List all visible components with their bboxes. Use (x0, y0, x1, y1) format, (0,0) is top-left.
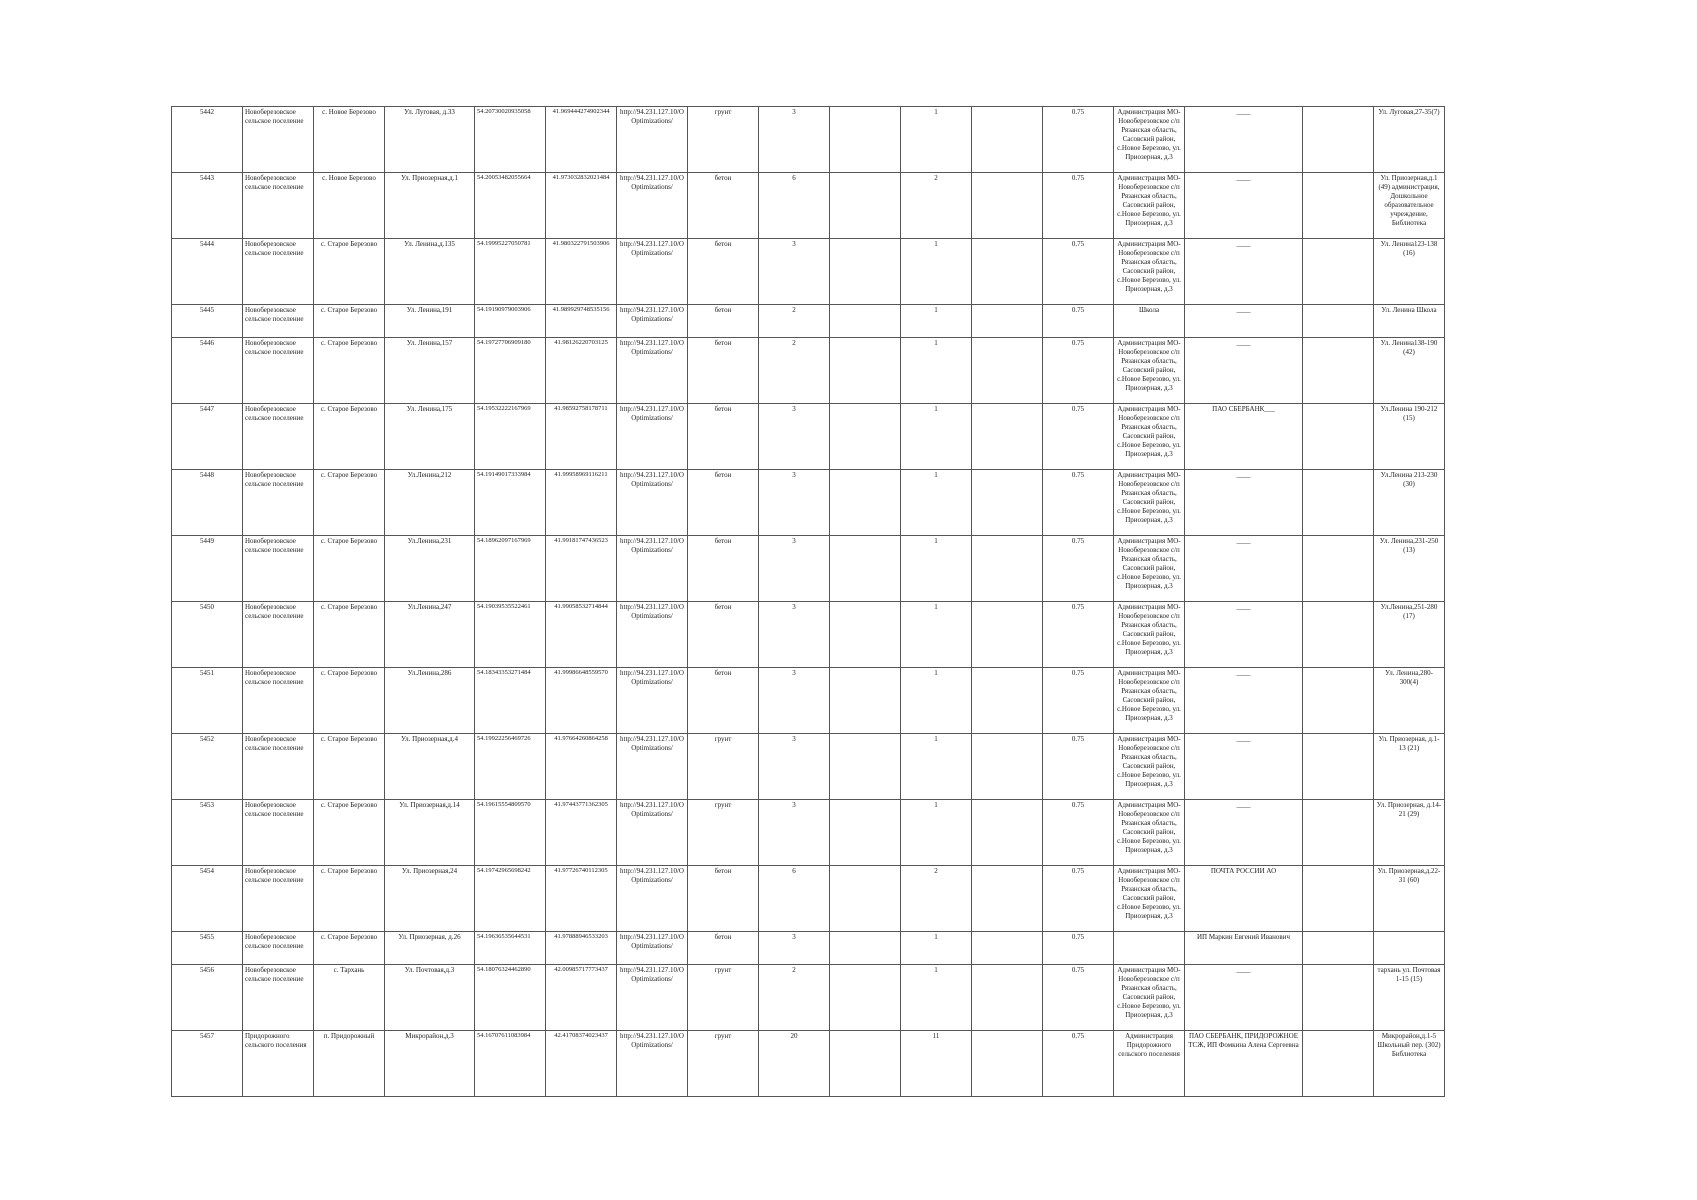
containers-count-cell: 1 (901, 965, 972, 1031)
table-row (172, 404, 1542, 470)
empty-cell (972, 536, 1043, 602)
longitude-cell: 41.99986648559570 (546, 668, 617, 734)
record-number: 5442 (172, 107, 243, 173)
area-cell: 3 (759, 404, 830, 470)
empty-cell (1303, 1031, 1374, 1097)
address-cell: Ул. Луговая, д.33 (385, 107, 475, 173)
empty-cell (972, 965, 1043, 1031)
latitude-cell: 54.19995227050781 (475, 239, 546, 305)
surface-cell: грунт (688, 800, 759, 866)
empty-cell (1303, 305, 1374, 338)
empty-cell (830, 107, 901, 173)
longitude-cell: 41.97664260864258 (546, 734, 617, 800)
record-number: 5450 (172, 602, 243, 668)
empty-cell (830, 173, 901, 239)
organization-cell: ПОЧТА РОССИИ АО (1185, 866, 1303, 932)
organization-cell: ИП Маркин Евгений Иванович (1185, 932, 1303, 965)
map-link-cell[interactable]: http://94.231.127.10/OOptimizations/ (617, 668, 688, 734)
record-number: 5457 (172, 1031, 243, 1097)
empty-cell (972, 602, 1043, 668)
empty-cell (830, 602, 901, 668)
village-cell: с. Старое Березово (314, 404, 385, 470)
address-cell: Микрорайон,д.3 (385, 1031, 475, 1097)
containers-count-cell: 2 (901, 866, 972, 932)
empty-cell (830, 932, 901, 965)
latitude-cell: 54.18962097167969 (475, 536, 546, 602)
settlement-cell: Новоберезовское сельское поселение (243, 107, 314, 173)
organization-cell: ____ (1185, 107, 1303, 173)
organization-cell: ____ (1185, 602, 1303, 668)
table-body (172, 107, 1542, 1097)
table-row (172, 965, 1542, 1031)
owner-cell: Администрация МО-Новоберезовское с/п Рязанская область, Сасовский район, с.Новое Березово, ул. Приозерная, д.3 (1114, 239, 1185, 305)
latitude-cell: 54.18343353271484 (475, 668, 546, 734)
container-volume-cell: 0.75 (1043, 305, 1114, 338)
address-cell: Ул.Ленина,247 (385, 602, 475, 668)
map-link-cell[interactable]: http://94.231.127.10/OOptimizations/ (617, 404, 688, 470)
surface-cell: грунт (688, 734, 759, 800)
surface-cell: бетон (688, 239, 759, 305)
served-addresses-cell: Ул. Ленина123-138 (16) (1374, 239, 1445, 305)
latitude-cell: 54.19039535522461 (475, 602, 546, 668)
surface-cell: бетон (688, 338, 759, 404)
empty-cell (1303, 536, 1374, 602)
empty-cell (972, 107, 1043, 173)
containers-count-cell: 1 (901, 470, 972, 536)
organization-cell: ____ (1185, 668, 1303, 734)
surface-cell: бетон (688, 668, 759, 734)
table-row (172, 239, 1542, 305)
table-row (172, 338, 1542, 404)
organization-cell: ПАО СБЕРБАНК, ПРИДОРОЖНОЕ ТСЖ, ИП Фомкина Алена Сергеевна (1185, 1031, 1303, 1097)
table-row (172, 734, 1542, 800)
empty-cell (830, 239, 901, 305)
containers-count-cell: 1 (901, 107, 972, 173)
served-addresses-cell (1374, 932, 1445, 965)
village-cell: с. Новое Березово (314, 173, 385, 239)
address-cell: Ул. Приозерная, д.26 (385, 932, 475, 965)
containers-count-cell: 1 (901, 536, 972, 602)
organization-cell: ____ (1185, 470, 1303, 536)
village-cell: с. Старое Березово (314, 338, 385, 404)
served-addresses-cell: Ул. Приозерная, д.14-21 (29) (1374, 800, 1445, 866)
owner-cell: Администрация МО-Новоберезовское с/п Рязанская область, Сасовский район, с.Новое Березово, ул. Приозерная, д.3 (1114, 107, 1185, 173)
map-link-cell[interactable]: http://94.231.127.10/OOptimizations/ (617, 800, 688, 866)
owner-cell: Школа (1114, 305, 1185, 338)
village-cell: с. Старое Березово (314, 470, 385, 536)
area-cell: 2 (759, 338, 830, 404)
empty-cell (1303, 239, 1374, 305)
owner-cell: Администрация МО-Новоберезовское с/п Рязанская область, Сасовский район, с.Новое Березово, ул. Приозерная, д.3 (1114, 734, 1185, 800)
empty-cell (1303, 107, 1374, 173)
empty-cell (1303, 338, 1374, 404)
owner-cell: Администрация МО-Новоберезовское с/п Рязанская область, Сасовский район, с.Новое Березово, ул. Приозерная, д.3 (1114, 536, 1185, 602)
longitude-cell: 41.97888946533203 (546, 932, 617, 965)
settlement-cell: Новоберезовское сельское поселение (243, 734, 314, 800)
address-cell: Ул. Приозерная,24 (385, 866, 475, 932)
settlement-cell: Новоберезовское сельское поселение (243, 470, 314, 536)
latitude-cell: 54.16707611083984 (475, 1031, 546, 1097)
empty-cell (830, 305, 901, 338)
map-link-cell[interactable]: http://94.231.127.10/OOptimizations/ (617, 734, 688, 800)
record-number: 5453 (172, 800, 243, 866)
served-addresses-cell: Ул. Ленина,280-300(4) (1374, 668, 1445, 734)
longitude-cell: 41.989929748535156 (546, 305, 617, 338)
empty-cell (830, 800, 901, 866)
village-cell: с. Старое Березово (314, 668, 385, 734)
record-number: 5452 (172, 734, 243, 800)
empty-cell (830, 470, 901, 536)
area-cell: 3 (759, 107, 830, 173)
record-number: 5449 (172, 536, 243, 602)
record-number: 5455 (172, 932, 243, 965)
empty-cell (972, 305, 1043, 338)
surface-cell: бетон (688, 305, 759, 338)
latitude-cell: 54.18076324462890 (475, 965, 546, 1031)
container-volume-cell: 0.75 (1043, 107, 1114, 173)
container-volume-cell: 0.75 (1043, 404, 1114, 470)
served-addresses-cell: Микрорайон,д.1-5 Школьный пер. (302) Библиотека (1374, 1031, 1445, 1097)
empty-cell (1303, 668, 1374, 734)
organization-cell: ____ (1185, 239, 1303, 305)
area-cell: 2 (759, 305, 830, 338)
latitude-cell: 54.19190979003906 (475, 305, 546, 338)
empty-cell (1303, 602, 1374, 668)
served-addresses-cell: Ул. Приозерная,д.1 (49) администрация, Дошкольное образовательное учреждение, Библиотека (1374, 173, 1445, 239)
latitude-cell: 54.19727706909180 (475, 338, 546, 404)
table-row (172, 668, 1542, 734)
latitude-cell: 54.19532222167969 (475, 404, 546, 470)
address-cell: Ул. Приозерная,д.4 (385, 734, 475, 800)
area-cell: 3 (759, 932, 830, 965)
latitude-cell: 54.20730020935058 (475, 107, 546, 173)
record-number: 5445 (172, 305, 243, 338)
address-cell: Ул. Приозерная,д.1 (385, 173, 475, 239)
village-cell: с. Старое Березово (314, 239, 385, 305)
settlement-cell: Новоберезовское сельское поселение (243, 866, 314, 932)
empty-cell (830, 668, 901, 734)
owner-cell: Администрация Придорожного сельского поселения (1114, 1031, 1185, 1097)
settlement-cell: Новоберезовское сельское поселение (243, 338, 314, 404)
village-cell: с. Старое Березово (314, 734, 385, 800)
longitude-cell: 42.41708374023437 (546, 1031, 617, 1097)
empty-cell (1303, 800, 1374, 866)
empty-cell (972, 734, 1043, 800)
table-row (172, 470, 1542, 536)
surface-cell: грунт (688, 965, 759, 1031)
settlement-cell: Новоберезовское сельское поселение (243, 404, 314, 470)
organization-cell: ПАО СБЕРБАНК___ (1185, 404, 1303, 470)
settlement-cell: Новоберезовское сельское поселение (243, 965, 314, 1031)
container-volume-cell: 0.75 (1043, 734, 1114, 800)
map-link-cell[interactable]: http://94.231.127.10/OOptimizations/ (617, 305, 688, 338)
owner-cell: Администрация МО-Новоберезовское с/п Рязанская область, Сасовский район, с.Новое Березово, ул. Приозерная, д.3 (1114, 866, 1185, 932)
organization-cell: ____ (1185, 965, 1303, 1031)
area-cell: 6 (759, 173, 830, 239)
area-cell: 20 (759, 1031, 830, 1097)
longitude-cell: 41.98592758178711 (546, 404, 617, 470)
village-cell: с. Старое Березово (314, 305, 385, 338)
container-volume-cell: 0.75 (1043, 668, 1114, 734)
empty-cell (1303, 173, 1374, 239)
longitude-cell: 42.00985717773437 (546, 965, 617, 1031)
village-cell: с. Старое Березово (314, 866, 385, 932)
empty-cell (1303, 404, 1374, 470)
longitude-cell: 41.97726740112305 (546, 866, 617, 932)
village-cell: с. Старое Березово (314, 932, 385, 965)
area-cell: 3 (759, 536, 830, 602)
served-addresses-cell: Ул. Луговая,27-35(7) (1374, 107, 1445, 173)
table-row (172, 536, 1542, 602)
area-cell: 3 (759, 470, 830, 536)
record-number: 5451 (172, 668, 243, 734)
empty-cell (830, 734, 901, 800)
owner-cell: Администрация МО-Новоберезовское с/п Рязанская область, Сасовский район, с.Новое Березово, ул. Приозерная, д.3 (1114, 470, 1185, 536)
served-addresses-cell: Ул. Ленина,231-250 (13) (1374, 536, 1445, 602)
record-number: 5448 (172, 470, 243, 536)
address-cell: Ул.Ленина,231 (385, 536, 475, 602)
map-link-cell[interactable]: http://94.231.127.10/OOptimizations/ (617, 338, 688, 404)
map-link-cell[interactable]: http://94.231.127.10/OOptimizations/ (617, 239, 688, 305)
address-cell: Ул.Ленина,286 (385, 668, 475, 734)
address-cell: Ул. Ленина,191 (385, 305, 475, 338)
record-number: 5454 (172, 866, 243, 932)
containers-count-cell: 11 (901, 1031, 972, 1097)
table-row (172, 866, 1542, 932)
owner-cell: Администрация МО-Новоберезовское с/п Рязанская область, Сасовский район, с.Новое Березово, ул. Приозерная, д.3 (1114, 668, 1185, 734)
longitude-cell: 41.97443771362305 (546, 800, 617, 866)
containers-count-cell: 2 (901, 173, 972, 239)
map-link-cell[interactable]: http://94.231.127.10/OOptimizations/ (617, 173, 688, 239)
address-cell: Ул.Ленина,212 (385, 470, 475, 536)
organization-cell: ____ (1185, 536, 1303, 602)
area-cell: 6 (759, 866, 830, 932)
served-addresses-cell: Ул. Ленина Школа (1374, 305, 1445, 338)
empty-cell (972, 1031, 1043, 1097)
settlement-cell: Придорожного сельского поселения (243, 1031, 314, 1097)
latitude-cell: 54.19742965698242 (475, 866, 546, 932)
empty-cell (1303, 866, 1374, 932)
containers-count-cell: 1 (901, 668, 972, 734)
empty-cell (972, 800, 1043, 866)
area-cell: 2 (759, 965, 830, 1031)
settlement-cell: Новоберезовское сельское поселение (243, 932, 314, 965)
latitude-cell: 54.20053482055664 (475, 173, 546, 239)
map-link-cell[interactable]: http://94.231.127.10/OOptimizations/ (617, 602, 688, 668)
container-volume-cell: 0.75 (1043, 1031, 1114, 1097)
containers-count-cell: 1 (901, 239, 972, 305)
empty-cell (830, 404, 901, 470)
registry-table (171, 106, 1542, 1097)
surface-cell: бетон (688, 602, 759, 668)
map-link-cell[interactable]: http://94.231.127.10/OOptimizations/ (617, 1031, 688, 1097)
containers-count-cell: 1 (901, 734, 972, 800)
empty-cell (972, 338, 1043, 404)
settlement-cell: Новоберезовское сельское поселение (243, 668, 314, 734)
village-cell: с. Тархань (314, 965, 385, 1031)
organization-cell: ____ (1185, 338, 1303, 404)
owner-cell: Администрация МО-Новоберезовское с/п Рязанская область, Сасовский район, с.Новое Березово, ул. Приозерная, д.3 (1114, 404, 1185, 470)
map-link-cell[interactable]: http://94.231.127.10/OOptimizations/ (617, 866, 688, 932)
empty-cell (972, 173, 1043, 239)
surface-cell: грунт (688, 107, 759, 173)
latitude-cell: 54.19149017333984 (475, 470, 546, 536)
container-volume-cell: 0.75 (1043, 965, 1114, 1031)
owner-cell: Администрация МО-Новоберезовское с/п Рязанская область, Сасовский район, с.Новое Березово, ул. Приозерная, д.3 (1114, 173, 1185, 239)
area-cell: 3 (759, 239, 830, 305)
surface-cell: бетон (688, 470, 759, 536)
served-addresses-cell: Ул.Ленина 190-212 (15) (1374, 404, 1445, 470)
organization-cell: ____ (1185, 800, 1303, 866)
empty-cell (972, 470, 1043, 536)
settlement-cell: Новоберезовское сельское поселение (243, 602, 314, 668)
map-link-cell[interactable]: http://94.231.127.10/OOptimizations/ (617, 932, 688, 965)
served-addresses-cell: Ул.Ленина,251-280 (17) (1374, 602, 1445, 668)
map-link-cell[interactable]: http://94.231.127.10/OOptimizations/ (617, 107, 688, 173)
table-row (172, 602, 1542, 668)
containers-count-cell: 1 (901, 602, 972, 668)
containers-count-cell: 1 (901, 404, 972, 470)
surface-cell: бетон (688, 173, 759, 239)
area-cell: 3 (759, 800, 830, 866)
container-volume-cell: 0.75 (1043, 338, 1114, 404)
longitude-cell: 41.98126220703125 (546, 338, 617, 404)
served-addresses-cell: Ул. Приозерная, д.1-13 (21) (1374, 734, 1445, 800)
village-cell: с. Старое Березово (314, 800, 385, 866)
empty-cell (1303, 470, 1374, 536)
empty-cell (1303, 932, 1374, 965)
empty-cell (830, 965, 901, 1031)
container-volume-cell: 0.75 (1043, 866, 1114, 932)
empty-cell (1303, 965, 1374, 1031)
served-addresses-cell: тархань ул. Почтовая 1-15 (15) (1374, 965, 1445, 1031)
served-addresses-cell: Ул.Ленина 213-230 (30) (1374, 470, 1445, 536)
container-volume-cell: 0.75 (1043, 800, 1114, 866)
settlement-cell: Новоберезовское сельское поселение (243, 173, 314, 239)
container-volume-cell: 0.75 (1043, 470, 1114, 536)
table-row (172, 932, 1542, 965)
containers-count-cell: 1 (901, 800, 972, 866)
longitude-cell: 41.99181747436523 (546, 536, 617, 602)
longitude-cell: 41.980322791503906 (546, 239, 617, 305)
address-cell: Ул. Ленина,157 (385, 338, 475, 404)
served-addresses-cell: Ул. Приозерная,д.22-31 (60) (1374, 866, 1445, 932)
address-cell: Ул. Почтовая,д.3 (385, 965, 475, 1031)
organization-cell: ____ (1185, 305, 1303, 338)
empty-cell (972, 932, 1043, 965)
longitude-cell: 41.99058532714844 (546, 602, 617, 668)
organization-cell: ____ (1185, 173, 1303, 239)
owner-cell: Администрация МО-Новоберезовское с/п Рязанская область, Сасовский район, с.Новое Березово, ул. Приозерная, д.3 (1114, 800, 1185, 866)
container-volume-cell: 0.75 (1043, 602, 1114, 668)
table-row (172, 305, 1542, 338)
table-row (172, 107, 1542, 173)
containers-count-cell: 1 (901, 305, 972, 338)
village-cell: с. Новое Березово (314, 107, 385, 173)
container-volume-cell: 0.75 (1043, 536, 1114, 602)
settlement-cell: Новоберезовское сельское поселение (243, 239, 314, 305)
empty-cell (830, 866, 901, 932)
record-number: 5447 (172, 404, 243, 470)
table-row (172, 1031, 1542, 1097)
containers-count-cell: 1 (901, 338, 972, 404)
surface-cell: бетон (688, 866, 759, 932)
empty-cell (972, 404, 1043, 470)
address-cell: Ул. Приозерная,д.14 (385, 800, 475, 866)
village-cell: п. Придорожный (314, 1031, 385, 1097)
record-number: 5443 (172, 173, 243, 239)
longitude-cell: 41.99958969116211 (546, 470, 617, 536)
record-number: 5444 (172, 239, 243, 305)
empty-cell (972, 866, 1043, 932)
map-link-cell[interactable]: http://94.231.127.10/OOptimizations/ (617, 536, 688, 602)
latitude-cell: 54.19922256469726 (475, 734, 546, 800)
empty-cell (830, 338, 901, 404)
owner-cell: Администрация МО-Новоберезовское с/п Рязанская область, Сасовский район, с.Новое Березово, ул. Приозерная, д.3 (1114, 602, 1185, 668)
surface-cell: грунт (688, 1031, 759, 1097)
served-addresses-cell: Ул. Ленина138-190 (42) (1374, 338, 1445, 404)
surface-cell: бетон (688, 404, 759, 470)
record-number: 5456 (172, 965, 243, 1031)
record-number: 5446 (172, 338, 243, 404)
latitude-cell: 54.19615554809570 (475, 800, 546, 866)
settlement-cell: Новоберезовское сельское поселение (243, 536, 314, 602)
container-volume-cell: 0.75 (1043, 239, 1114, 305)
owner-cell: Администрация МО-Новоберезовское с/п Рязанская область, Сасовский район, с.Новое Березово, ул. Приозерная, д.3 (1114, 338, 1185, 404)
map-link-cell[interactable]: http://94.231.127.10/OOptimizations/ (617, 470, 688, 536)
owner-cell (1114, 932, 1185, 965)
area-cell: 3 (759, 668, 830, 734)
latitude-cell: 54.19636535644531 (475, 932, 546, 965)
empty-cell (972, 668, 1043, 734)
container-volume-cell: 0.75 (1043, 932, 1114, 965)
village-cell: с. Старое Березово (314, 602, 385, 668)
surface-cell: бетон (688, 932, 759, 965)
map-link-cell[interactable]: http://94.231.127.10/OOptimizations/ (617, 965, 688, 1031)
table-row (172, 173, 1542, 239)
settlement-cell: Новоберезовское сельское поселение (243, 305, 314, 338)
village-cell: с. Старое Березово (314, 536, 385, 602)
table-row (172, 800, 1542, 866)
area-cell: 3 (759, 734, 830, 800)
address-cell: Ул. Ленина,175 (385, 404, 475, 470)
owner-cell: Администрация МО-Новоберезовское с/п Рязанская область, Сасовский район, с.Новое Березово, ул. Приозерная, д.3 (1114, 965, 1185, 1031)
longitude-cell: 41.969444274902344 (546, 107, 617, 173)
container-volume-cell: 0.75 (1043, 173, 1114, 239)
area-cell: 3 (759, 602, 830, 668)
surface-cell: бетон (688, 536, 759, 602)
empty-cell (830, 1031, 901, 1097)
empty-cell (830, 536, 901, 602)
empty-cell (972, 239, 1043, 305)
address-cell: Ул. Ленина,д.135 (385, 239, 475, 305)
longitude-cell: 41.973032832021484 (546, 173, 617, 239)
empty-cell (1303, 734, 1374, 800)
settlement-cell: Новоберезовское сельское поселение (243, 800, 314, 866)
organization-cell: ____ (1185, 734, 1303, 800)
containers-count-cell: 1 (901, 932, 972, 965)
